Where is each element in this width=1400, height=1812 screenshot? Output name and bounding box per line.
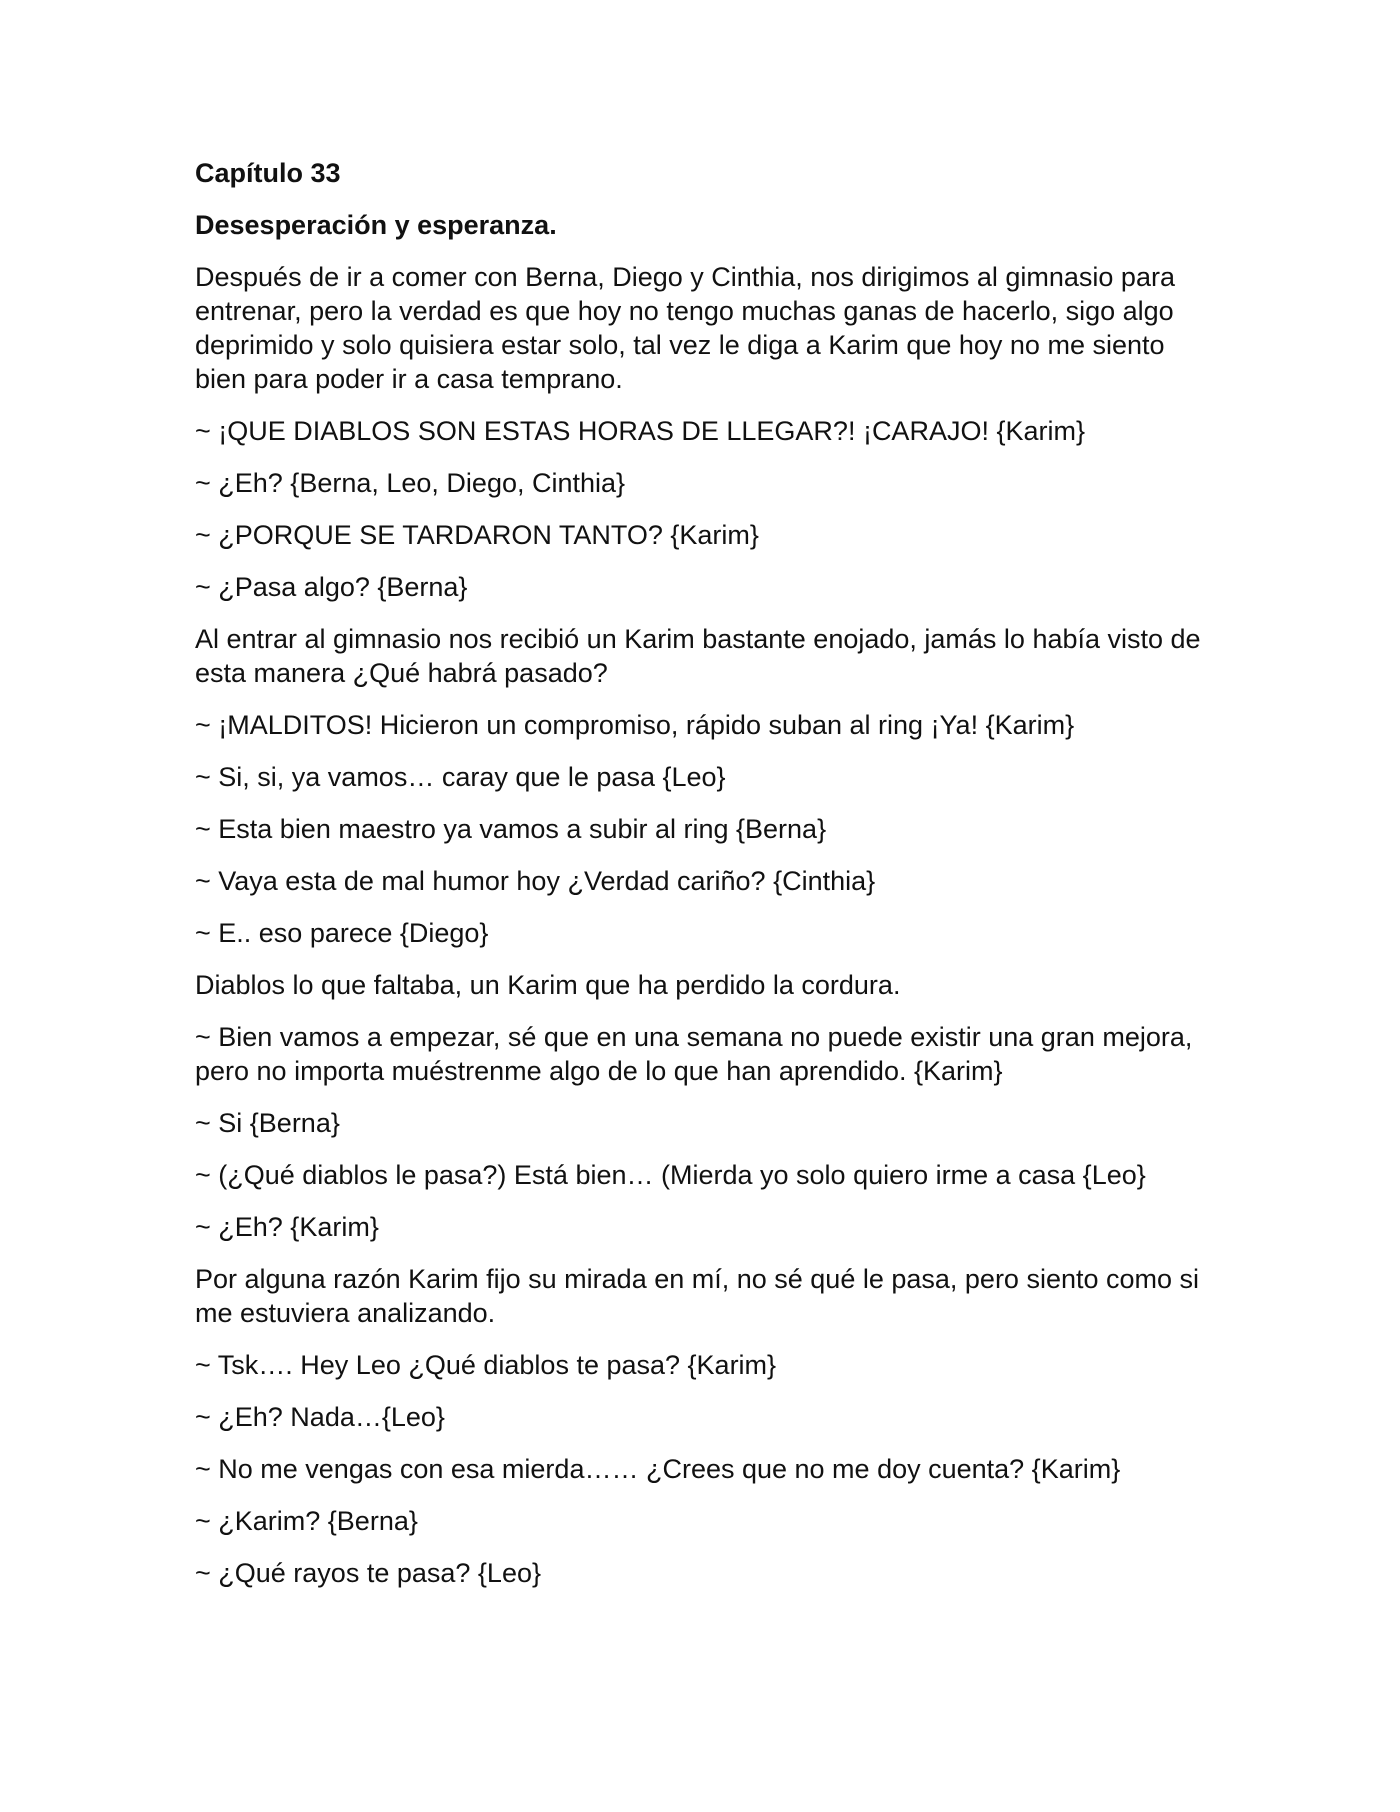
document-body: [195, 156, 1215, 1608]
dialogue-line: ~ ¿Karim? {Berna}: [195, 1506, 418, 1536]
dialogue-line: ~ ¿Eh? {Berna, Leo, Diego, Cinthia}: [195, 468, 626, 498]
dialogue-line: ~ ¿Qué rayos te pasa? {Leo}: [195, 1558, 541, 1588]
dialogue-line: ~ Si {Berna}: [195, 1108, 340, 1138]
dialogue-line: ~ E.. eso parece {Diego}: [195, 918, 489, 948]
dialogue-line: ~ ¿PORQUE SE TARDARON TANTO? {Karim}: [195, 520, 759, 550]
dialogue-line: ~ ¿Eh? {Karim}: [195, 1212, 379, 1242]
narration-paragraph: Diablos lo que faltaba, un Karim que ha perdido la cordura.: [195, 970, 901, 1000]
dialogue-line: ~ Si, si, ya vamos… caray que le pasa {Leo}: [195, 762, 726, 792]
dialogue-line: ~ ¿Eh? Nada…{Leo}: [195, 1402, 445, 1432]
dialogue-line: ~ No me vengas con esa mierda…… ¿Crees que no me doy cuenta? {Karim}: [195, 1454, 1121, 1484]
dialogue-line: ~ Bien vamos a empezar, sé que en una semana no puede existir una gran mejora, pero no importa muéstrenme algo de lo que han aprendido. {Karim}: [195, 1022, 1193, 1086]
narration-paragraph: Al entrar al gimnasio nos recibió un Karim bastante enojado, jamás lo había visto de esta manera ¿Qué habrá pasado?: [195, 624, 1201, 688]
dialogue-line: ~ ¿Pasa algo? {Berna}: [195, 572, 468, 602]
dialogue-line: ~ Esta bien maestro ya vamos a subir al ring {Berna}: [195, 814, 827, 844]
chapter-title: Capítulo 33: [195, 158, 341, 188]
dialogue-line: ~ Tsk…. Hey Leo ¿Qué diablos te pasa? {Karim}: [195, 1350, 777, 1380]
dialogue-line: ~ ¡MALDITOS! Hicieron un compromiso, rápido suban al ring ¡Ya! {Karim}: [195, 710, 1075, 740]
dialogue-line: ~ (¿Qué diablos le pasa?) Está bien… (Mierda yo solo quiero irme a casa {Leo}: [195, 1160, 1146, 1190]
narration-paragraph: Por alguna razón Karim fijo su mirada en mí, no sé qué le pasa, pero siento como si me estuviera analizando.: [195, 1264, 1200, 1328]
dialogue-line: ~ ¡QUE DIABLOS SON ESTAS HORAS DE LLEGAR?! ¡CARAJO! {Karim}: [195, 416, 1085, 446]
chapter-subtitle: Desesperación y esperanza.: [195, 210, 557, 240]
narration-paragraph: Después de ir a comer con Berna, Diego y Cinthia, nos dirigimos al gimnasio para entrenar, pero la verdad es que hoy no tengo muchas ganas de hacerlo, sigo algo deprimido y solo quisiera estar solo, tal vez le diga a Karim que hoy no me siento bien para poder ir a casa temprano.: [195, 262, 1175, 394]
dialogue-line: ~ Vaya esta de mal humor hoy ¿Verdad cariño? {Cinthia}: [195, 866, 876, 896]
